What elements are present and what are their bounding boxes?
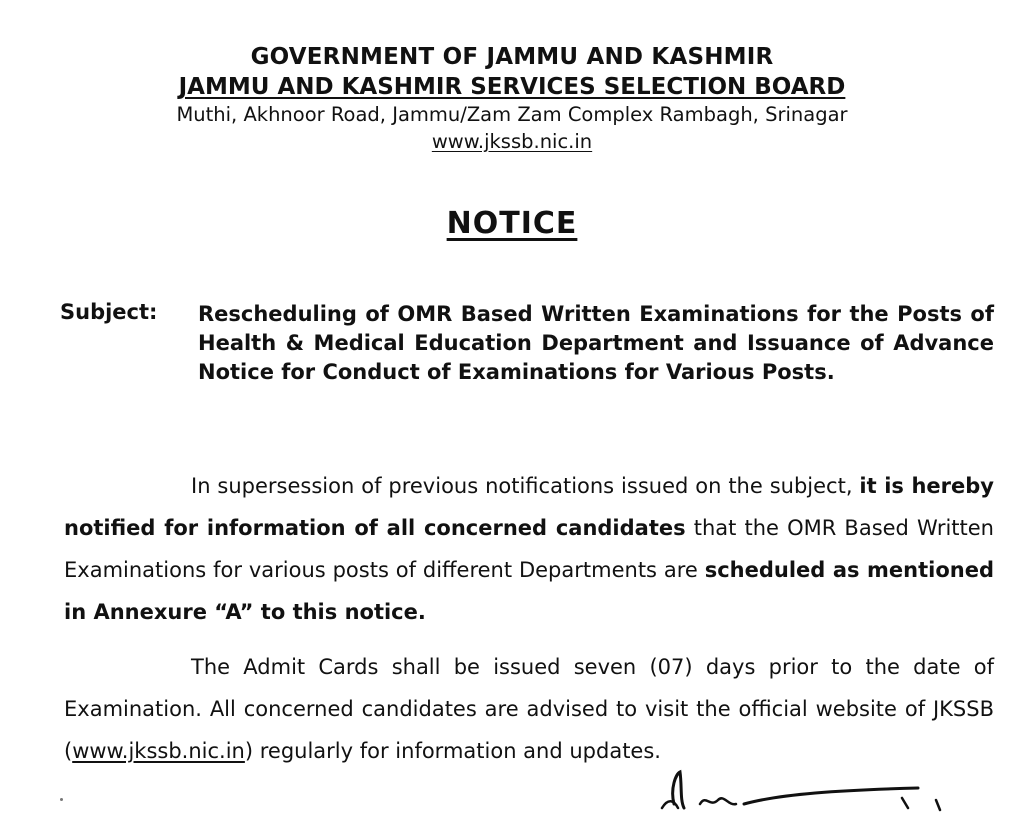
para1-text-2: that the OMR Based Written Examinations for various posts of different Departments are bbox=[64, 516, 994, 582]
para2-text-2: ) regularly for information and updates. bbox=[244, 739, 661, 763]
board-heading: JAMMU AND KASHMIR SERVICES SELECTION BOARD bbox=[178, 74, 846, 100]
subject-label: Subject: bbox=[60, 300, 158, 324]
notice-title: NOTICE bbox=[446, 206, 578, 241]
para2-text-1: The Admit Cards shall be issued seven (07) days prior to the date of Examination. All concerned candidates are advised to visit the official website of JKSSB ( bbox=[64, 655, 994, 763]
website-link[interactable]: www.jkssb.nic.in bbox=[431, 130, 593, 153]
government-heading: GOVERNMENT OF JAMMU AND KASHMIR bbox=[250, 44, 774, 70]
para1-text-1: In supersession of previous notifications issued on the subject, bbox=[191, 474, 860, 498]
paragraph-supersession bbox=[64, 465, 994, 633]
para1-bold-1: it is hereby notified for information of all concerned candidates bbox=[64, 474, 994, 540]
jkssb-website-link[interactable]: www.jkssb.nic.in bbox=[72, 739, 245, 763]
board-address: Muthi, Akhnoor Road, Jammu/Zam Zam Complex Rambagh, Srinagar bbox=[176, 103, 848, 126]
signature-icon bbox=[640, 764, 970, 814]
paragraph-admit-cards bbox=[64, 646, 994, 772]
paper-speck bbox=[60, 798, 63, 801]
subject-text: Rescheduling of OMR Based Written Examinations for the Posts of Health & Medical Education Department and Issuance of Advance Notice for Conduct of Examinations for Various Posts. bbox=[198, 302, 994, 384]
para1-bold-2: scheduled as mentioned in Annexure “A” to this notice. bbox=[64, 558, 995, 624]
